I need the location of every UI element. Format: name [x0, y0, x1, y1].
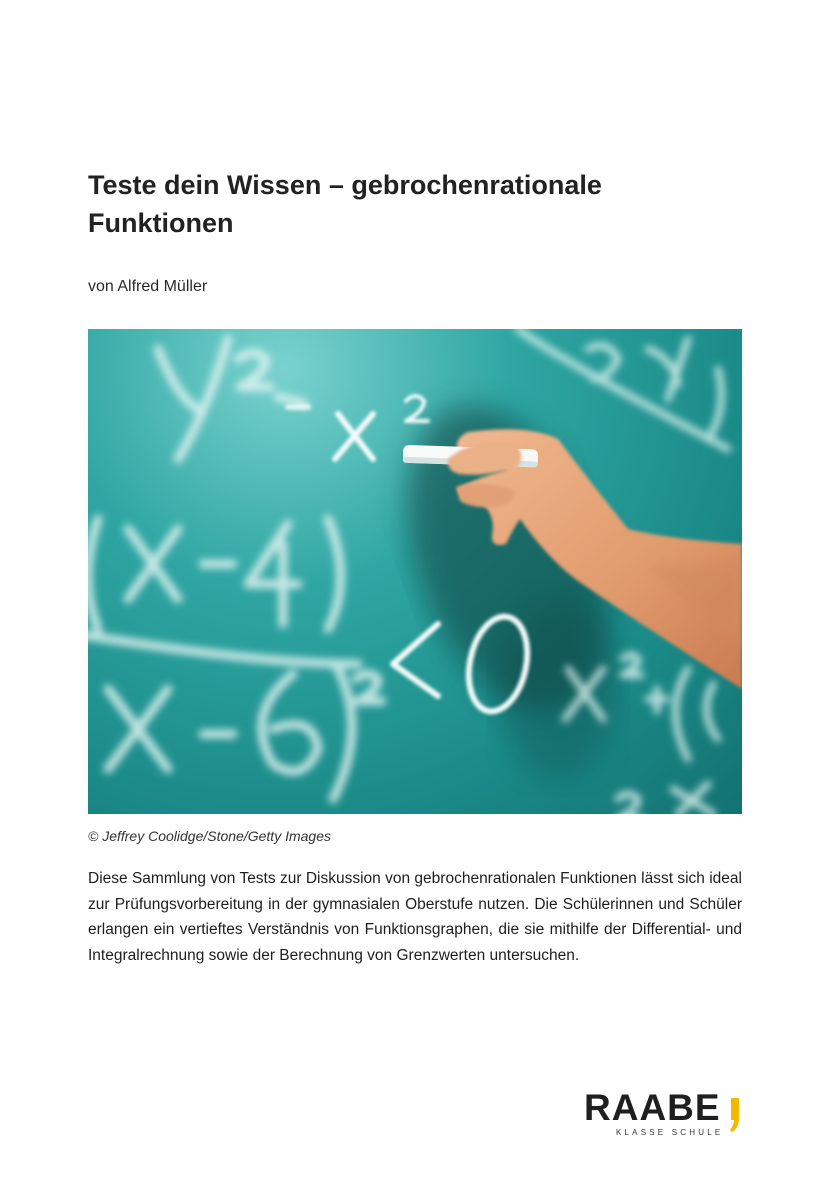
logo-tagline: KLASSE SCHULE: [616, 1128, 724, 1137]
document-title-line-2: Funktionen: [88, 208, 234, 238]
chalkboard-illustration: [88, 329, 742, 814]
document-title-line-1: Teste dein Wissen – gebrochenrationale: [88, 170, 602, 200]
image-credit: © Jeffrey Coolidge/Stone/Getty Images: [88, 828, 331, 844]
description-paragraph: Diese Sammlung von Tests zur Diskussion von gebrochenrationalen Funktionen lässt sich ideal zur Prüfungsvorbereitung in der gymnasialen Oberstufe nutzen. Die Schülerinnen und Schüler erlangen ein vertieftes Verständnis von Funktionsgraphen, die sie mithilfe der Differential- und Integralrechnung sowie der Berechnung von Grenzwerten untersuchen.: [88, 870, 742, 964]
document-title: [88, 166, 708, 242]
chalkboard-photo: [88, 329, 742, 814]
logo-wordmark: RAABE: [584, 1087, 721, 1128]
raabe-logo: [584, 1088, 746, 1140]
logo-comma-icon: [730, 1098, 740, 1132]
author-line: von Alfred Müller: [88, 278, 208, 295]
